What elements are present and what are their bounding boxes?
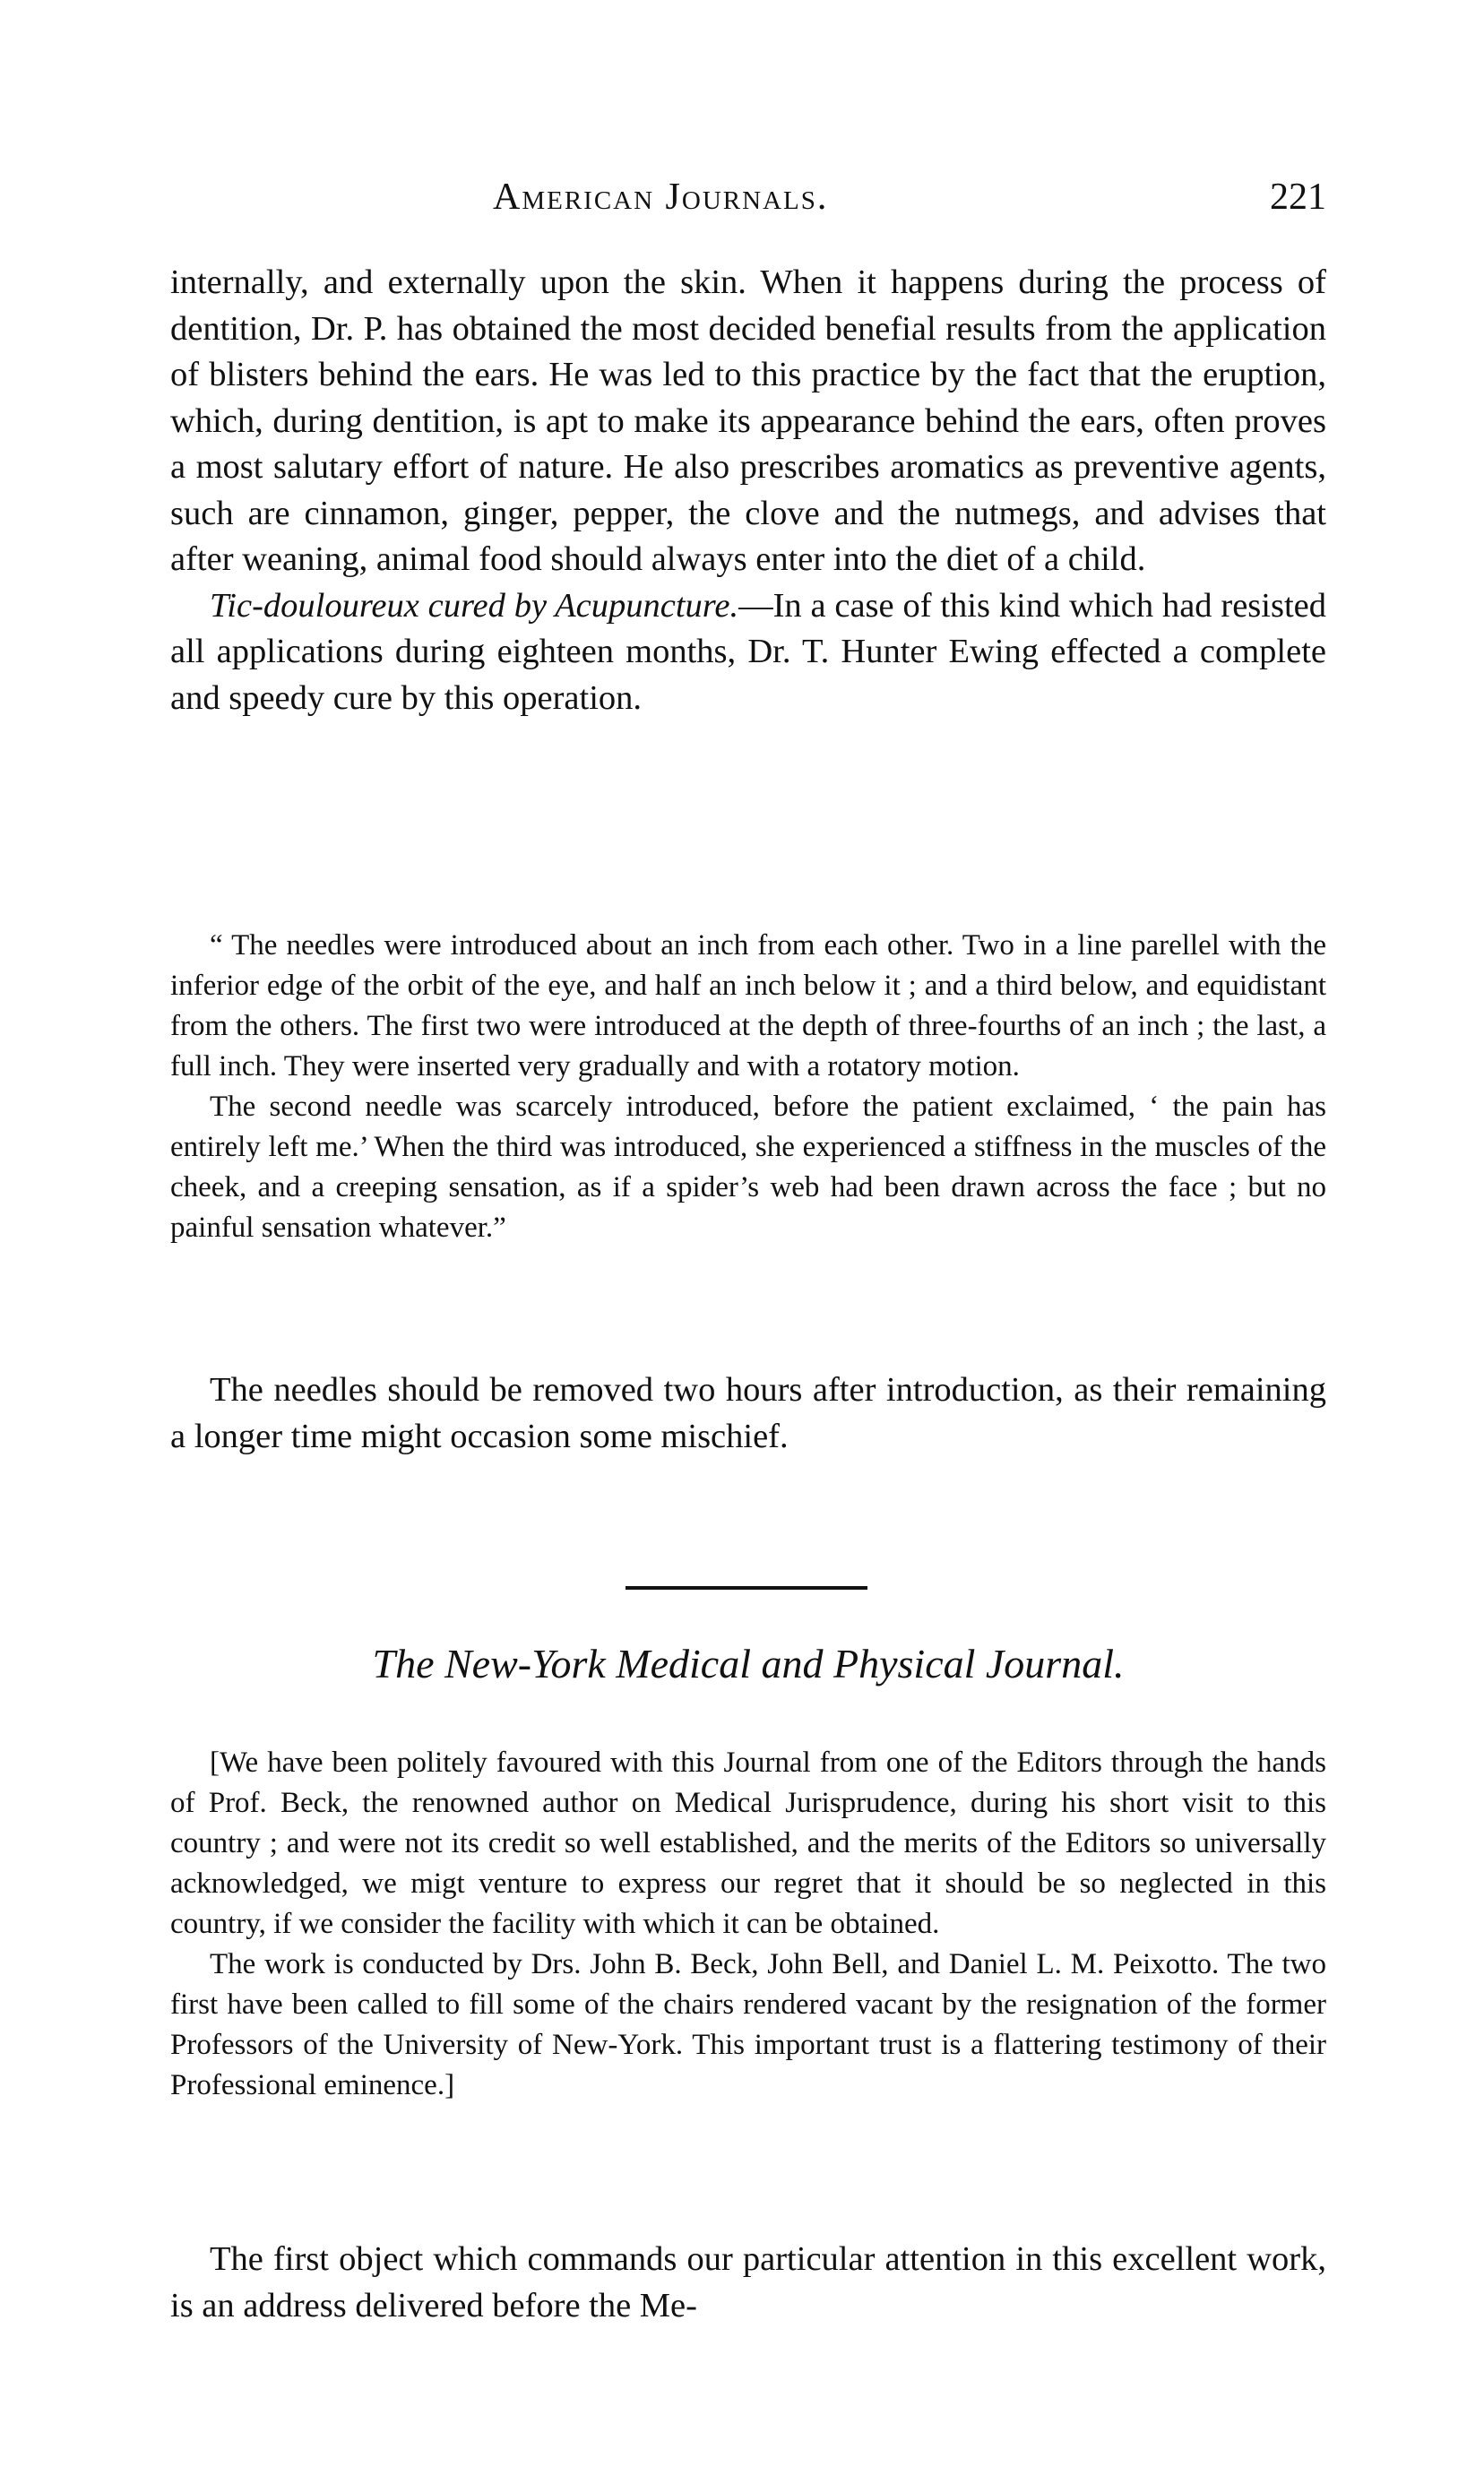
top-text-block bbox=[170, 260, 1326, 721]
run-in-heading: Tic-douloureux cured by Acupuncture. bbox=[210, 586, 739, 625]
after-quote-block bbox=[170, 1367, 1326, 1460]
quote-paragraph-needles: “ The needles were introduced about an inch from each other. Two in a line parellel with the inferior edge of the orbit of the eye, and half an inch below it ; and a third below, and equidistant from the others. The first two were introduced at the depth of three-fourths of an inch ; the last, a full inch. They were inserted very gradually and with a rotatory motion. bbox=[170, 929, 1326, 1082]
section-divider bbox=[626, 1586, 867, 1590]
notice-paragraph-editors: The work is conducted by Drs. John B. Beck, John Bell, and Daniel L. M. Peixotto. The two first have been called to fill some of the chairs rendered vacant by the resignation of the former Professors of the University of New-York. This important trust is a flattering testimony of their Professional eminence.] bbox=[170, 1948, 1326, 2101]
page-number: 221 bbox=[1270, 177, 1326, 218]
page-header bbox=[170, 176, 1326, 220]
paragraph-dentition: internally, and externally upon the skin. When it happens during the process of dentition, Dr. P. has obtained the most decided benefial results from the application of blisters behind the ears. He was led to this practice by the fact that the eruption, which, during dentition, is apt to make its appearance behind the ears, often proves a most salutary effort of nature. He also prescribes aromatics as preventive agents, such are cinnamon, ginger, pepper, the clove and the nutmegs, and advises that after weaning, animal food should always enter into the diet of a child. bbox=[170, 263, 1326, 578]
paragraph-acupuncture-body: —In a case of this kind which had resisted all applications during eighteen months, Dr. T. Hunter Ewing effected a complete and speedy cure by this operation. bbox=[170, 586, 1326, 717]
quote-paragraph-patient: The second needle was scarcely introduced, before the patient exclaimed, ‘ the pain has entirely left me.’ When the third was introduced, she experienced a stiffness in the muscles of the cheek, and a creeping sensation, as if a spider’s web had been drawn across the face ; but no painful sensation whatever.” bbox=[170, 1091, 1326, 1244]
closing-block bbox=[170, 2236, 1326, 2329]
notice-paragraph-favoured: [We have been politely favoured with this Journal from one of the Editors through the hands of Prof. Beck, the renowned author on Medical Jurisprudence, during his short visit to this country ; and were not its credit so well established, and the merits of the Editors so universally acknowledged, we migt venture to express our regret that it should be so neglected in this country, if we consider the facility with which it can be obtained. bbox=[170, 1747, 1326, 1940]
section-title: The New-York Medical and Physical Journal. bbox=[372, 1641, 1125, 1686]
running-head: American Journals. bbox=[493, 177, 829, 218]
paragraph-removal: The needles should be removed two hours after introduction, as their remaining a longer time might occasion some mischief. bbox=[170, 1371, 1326, 1455]
editorial-notice bbox=[170, 1743, 1326, 2106]
paragraph-first-object: The first object which commands our particular attention in this excellent work, is an address delivered before the Me- bbox=[170, 2240, 1326, 2324]
paragraph-acupuncture bbox=[170, 583, 1326, 722]
block-quote bbox=[170, 926, 1326, 1248]
